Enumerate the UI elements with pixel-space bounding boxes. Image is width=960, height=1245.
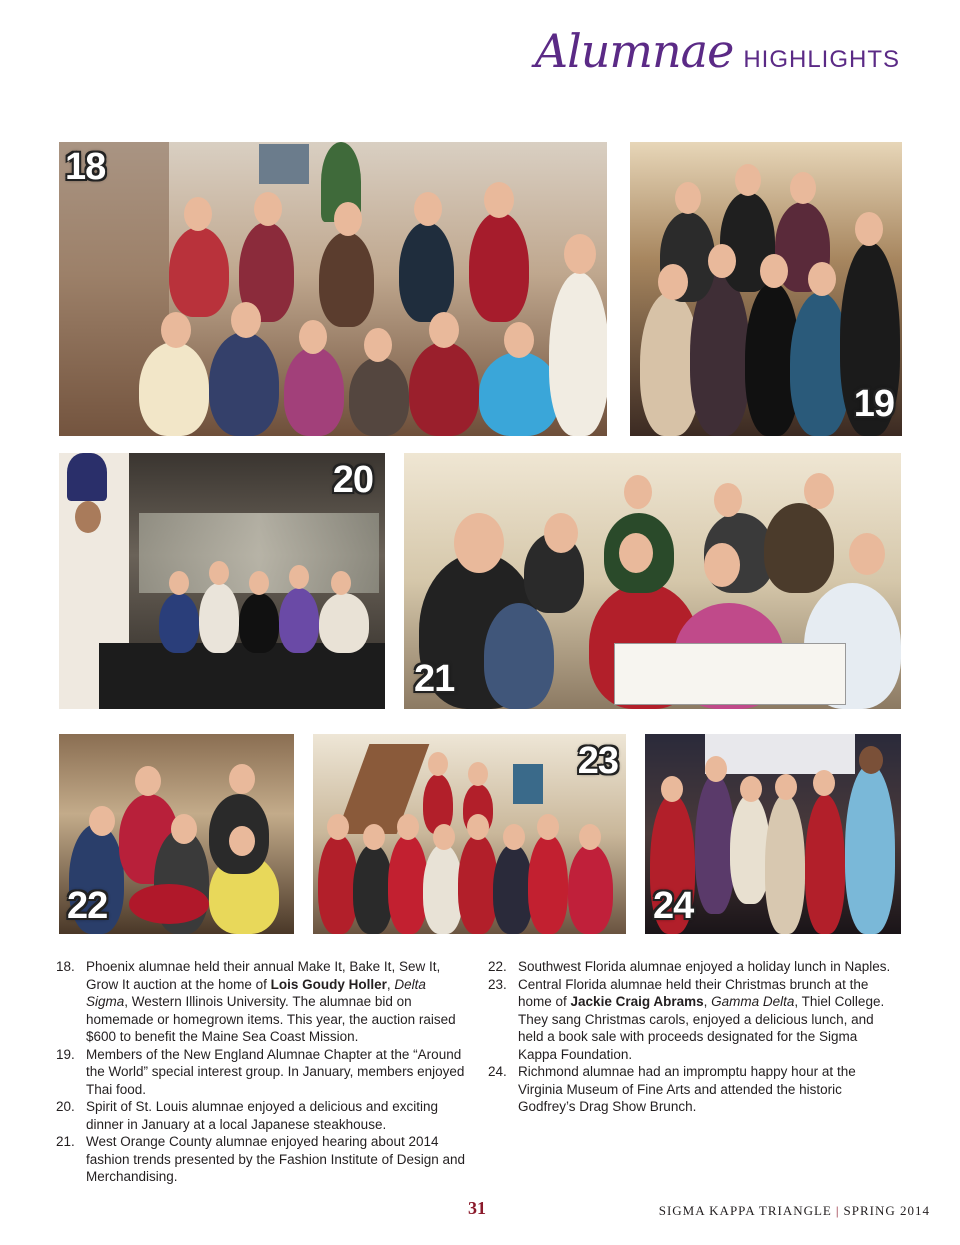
photo-number: 24 (653, 885, 694, 927)
section-header (535, 24, 900, 78)
photo-number: 18 (65, 146, 106, 188)
captions-right-column (488, 958, 898, 1116)
member-name: Jackie Craig Abrams (570, 994, 704, 1009)
caption-number: 20. (56, 1099, 75, 1114)
footer-separator: | (835, 1203, 840, 1218)
caption-19 (56, 1046, 468, 1099)
page-number: 31 (468, 1198, 486, 1218)
caption-number: 21. (56, 1134, 75, 1149)
photo-23 (313, 734, 626, 934)
member-name: Lois Goudy Holler (270, 976, 387, 992)
photo-20 (59, 453, 385, 709)
caption-21 (56, 1133, 468, 1186)
photo-24 (645, 734, 901, 934)
caption-22 (488, 958, 898, 976)
photo-18 (59, 142, 607, 436)
running-footer (659, 1203, 930, 1219)
header-caps-word: HIGHLIGHTS (743, 46, 900, 73)
publication-name: SIGMA KAPPA TRIANGLE (658, 1203, 832, 1218)
photo-number: 21 (414, 658, 455, 700)
captions-left-column (56, 958, 468, 1186)
caption-18 (56, 958, 468, 1046)
caption-text: West Orange County alumnae enjoyed hearing about 2014 fashion trends presented by the Fashion Institute of Design and Merchandising. (86, 1134, 465, 1184)
caption-20 (56, 1098, 468, 1133)
photo-number: 22 (67, 885, 108, 927)
photo-22 (59, 734, 294, 934)
caption-text: Spirit of St. Louis alumnae enjoyed a delicious and exciting dinner in January at a local Japanese steakhouse. (86, 1099, 438, 1132)
photo-number: 23 (577, 740, 618, 782)
photo-number: 19 (853, 383, 894, 425)
caption-number: 24. (488, 1064, 507, 1079)
header-script-word: Alumnae (534, 24, 734, 78)
caption-number: 22. (488, 959, 507, 974)
photo-number: 20 (332, 459, 373, 501)
caption-number: 18. (56, 959, 75, 974)
caption-23 (488, 976, 898, 1064)
caption-number: 23. (488, 976, 507, 992)
caption-text: Richmond alumnae had an impromptu happy hour at the Virginia Museum of Fine Arts and attended the historic Godfrey’s Drag Show Brunch. (518, 1064, 856, 1114)
caption-text: Members of the New England Alumnae Chapter at the “Around the World” special interest group. In January, members enjoyed Thai food. (86, 1046, 465, 1097)
caption-text: Southwest Florida alumnae enjoyed a holiday lunch in Naples. (518, 959, 891, 974)
issue-label: SPRING 2014 (843, 1203, 930, 1218)
caption-24 (488, 1063, 898, 1116)
photo-19 (630, 142, 902, 436)
caption-text: Phoenix alumnae held their annual Make It, Bake It, Sew It, Grow It auction at the home of Lois Goudy Holler, Delta Sigma, Western Illinois University. The alumnae bid on homemade or homegrown items. This year, the auction raised $600 to benefit the Maine Sea Coast Mission. (86, 959, 456, 1044)
photo-21 (404, 453, 901, 709)
chapter-name: Delta Sigma (86, 976, 426, 1009)
caption-number: 19. (56, 1046, 75, 1062)
caption-text: Central Florida alumnae held their Christmas brunch at the home of Jackie Craig Abrams, Gamma Delta, Thiel College. They sang Christmas carols, enjoyed a delicious lunch, and held a book sale with proceeds designated for the Sigma Kappa Foundation. (518, 976, 885, 1062)
chapter-name: Gamma Delta (711, 994, 795, 1009)
